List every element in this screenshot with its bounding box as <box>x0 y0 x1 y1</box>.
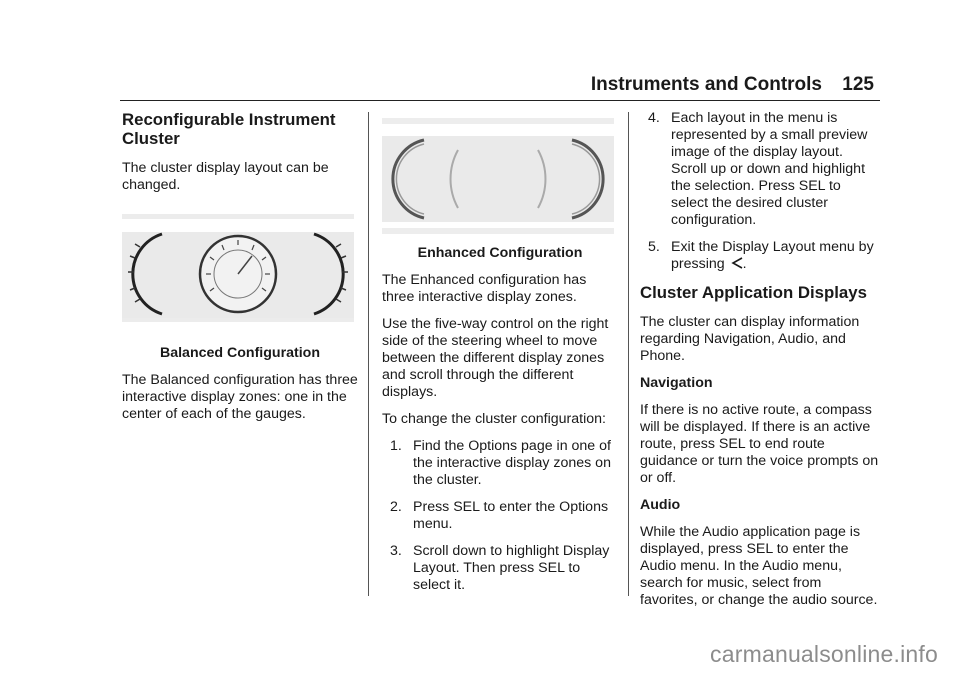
intro-paragraph: The cluster display layout can be changed. <box>122 160 329 193</box>
application-displays-intro: The cluster can display information regarding Navigation, Audio, and Phone. <box>640 314 860 364</box>
column-right <box>640 110 880 619</box>
enhanced-description: The Enhanced configuration has three interactive display zones. <box>382 272 587 305</box>
back-arrow-icon <box>731 257 743 269</box>
page-number: 125 <box>842 74 874 95</box>
column-divider-right <box>628 112 629 596</box>
navigation-heading: Navigation <box>640 375 713 391</box>
enhanced-cluster-illustration <box>382 118 614 236</box>
list-item: 3. Scroll down to highlight Display Layout. Then press SEL to select it. <box>390 543 610 593</box>
heading-reconfigurable-cluster: Reconfigurable Instrument Cluster <box>122 110 336 148</box>
list-item: 5. Exit the Display Layout menu by pressing . <box>648 239 874 272</box>
column-middle <box>382 110 618 604</box>
column-left <box>122 110 358 433</box>
list-item: 2. Press SEL to enter the Options menu. <box>390 499 609 532</box>
balanced-cluster-illustration <box>122 214 354 324</box>
configuration-steps-list <box>382 438 618 594</box>
figure-caption-enhanced: Enhanced Configuration <box>417 245 583 261</box>
navigation-paragraph: If there is no active route, a compass will be displayed. If there is an active route, press SEL to end route guidance or turn the voice prompts on or off. <box>640 402 879 486</box>
section-title: Instruments and Controls <box>590 74 822 95</box>
configuration-steps-list-continued <box>640 110 880 273</box>
change-configuration-intro: To change the cluster configuration: <box>382 411 606 427</box>
audio-heading: Audio <box>640 497 681 513</box>
heading-cluster-application-displays: Cluster Application Displays <box>640 283 867 302</box>
list-item: 4. Each layout in the menu is represented by a small preview image of the display layout. Scroll up or down and highlight the selection. Press SEL to select the desired cluster configuration. <box>648 110 868 228</box>
figure-caption-balanced: Balanced Configuration <box>159 345 320 361</box>
list-item: 1. Find the Options page in one of the interactive display zones on the cluster. <box>390 438 611 488</box>
balanced-configuration-figure <box>122 214 354 329</box>
five-way-control-paragraph: Use the five-way control on the right side of the steering wheel to move between the different display zones and scroll through the different displays. <box>382 316 609 400</box>
page-header <box>120 72 880 101</box>
enhanced-configuration-figure <box>382 118 614 241</box>
column-divider-left <box>368 112 369 596</box>
watermark: carmanualsonline.info <box>710 641 938 667</box>
balanced-description: The Balanced configuration has three interactive display zones: one in the center of each of the gauges. <box>122 372 358 422</box>
audio-paragraph: While the Audio application page is displayed, press SEL to enter the Audio menu. In the Audio menu, search for music, select from favorites, or change the audio source. <box>640 524 878 608</box>
